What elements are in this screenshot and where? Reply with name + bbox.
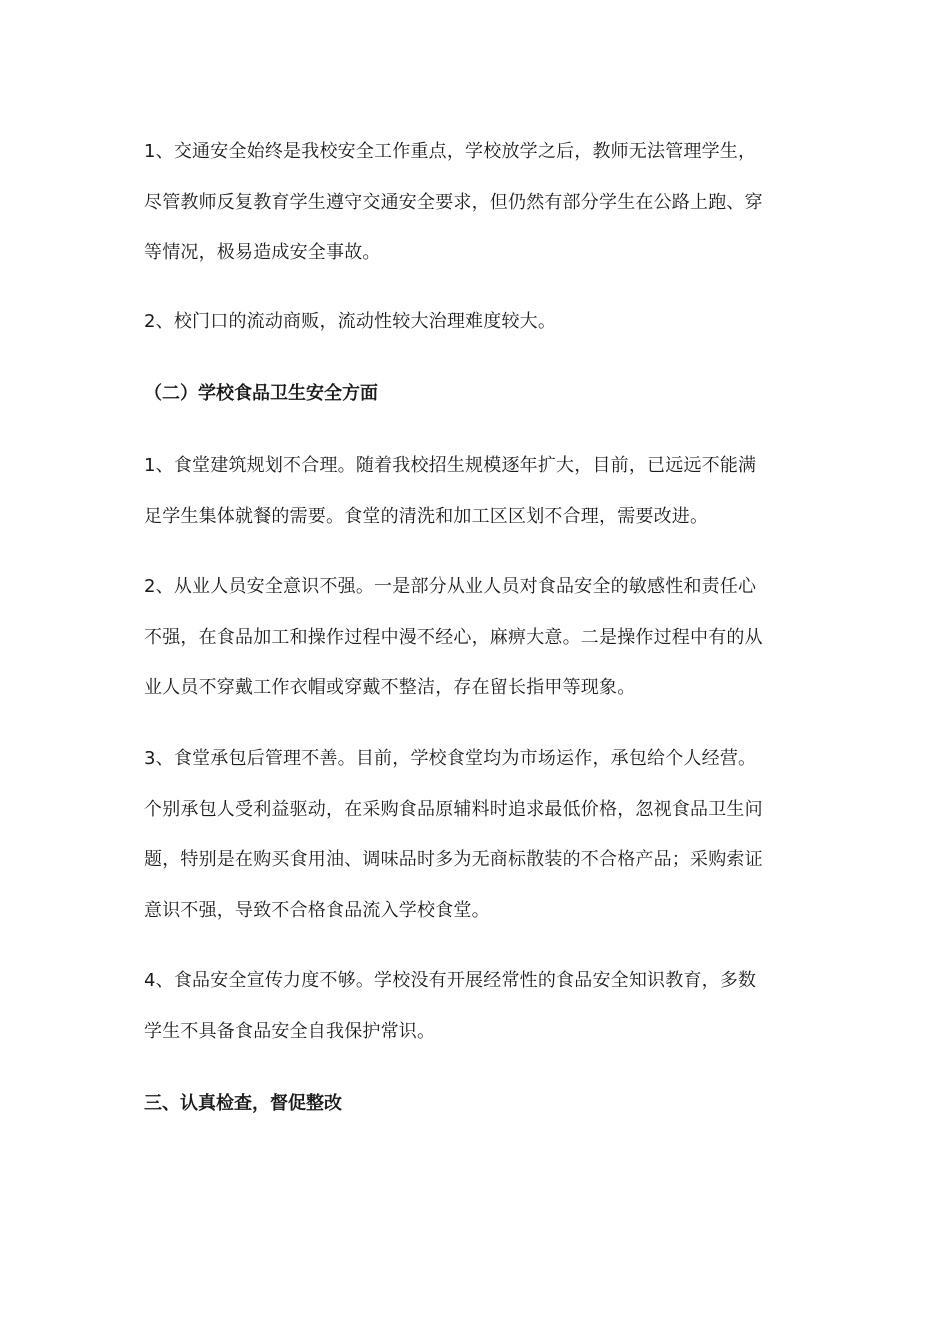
section-heading-food-safety: （二）学校食品卫生安全方面 [144,383,378,404]
paragraph-traffic-safety [144,127,808,279]
paragraph-line: 题，特别是在购买食用油、调味品时多为无商标散装的不合格产品；采购索证 [144,849,763,870]
paragraph-line: 学生不具备食品安全自我保护常识。 [144,1020,436,1042]
paragraph-line: 尽管教师反复教育学生遵守交通安全要求，但仍然有部分学生在公路上跑、穿 [144,191,763,213]
paragraph-line: 1、交通安全始终是我校安全工作重点，学校放学之后，教师无法管理学生， [144,141,757,162]
paragraph-line: 业人员不穿戴工作衣帽或穿戴不整洁，存在留长指甲等现象。 [144,677,636,698]
paragraph-staff-awareness [144,562,808,714]
paragraph-line: 不强，在食品加工和操作过程中漫不经心，麻痹大意。二是操作过程中有的从 [144,626,763,648]
paragraph-line: 2、校门口的流动商贩，流动性较大治理难度较大。 [144,311,557,332]
paragraph-line: 3、食堂承包后管理不善。目前，学校食堂均为市场运作，承包给个人经营。 [144,748,757,769]
paragraph-line: 4、食品安全宣传力度不够。学校没有开展经常性的食品安全知识教育，多数 [144,970,757,991]
paragraph-line: 2、从业人员安全意识不强。一是部分从业人员对食品安全的敏感性和责任心 [144,576,757,597]
paragraph-canteen-planning [144,441,808,542]
section-heading-inspection: 三、认真检查，督促整改 [144,1093,342,1114]
paragraph-line: 意识不强，导致不合格食品流入学校食堂。 [144,899,490,921]
paragraph-line: 个别承包人受利益驱动，在采购食品原辅料时追求最低价格，忽视食品卫生问 [144,798,763,820]
paragraph-street-vendors [144,297,808,348]
paragraph-line: 足学生集体就餐的需要。食堂的清洗和加工区区划不合理，需要改进。 [144,505,709,527]
paragraph-line: 等情况，极易造成安全事故。 [144,242,381,263]
paragraph-contract-management [144,734,808,936]
paragraph-publicity [144,956,808,1057]
paragraph-line: 1、食堂建筑规划不合理。随着我校招生规模逐年扩大，目前，已远远不能满 [144,455,757,476]
